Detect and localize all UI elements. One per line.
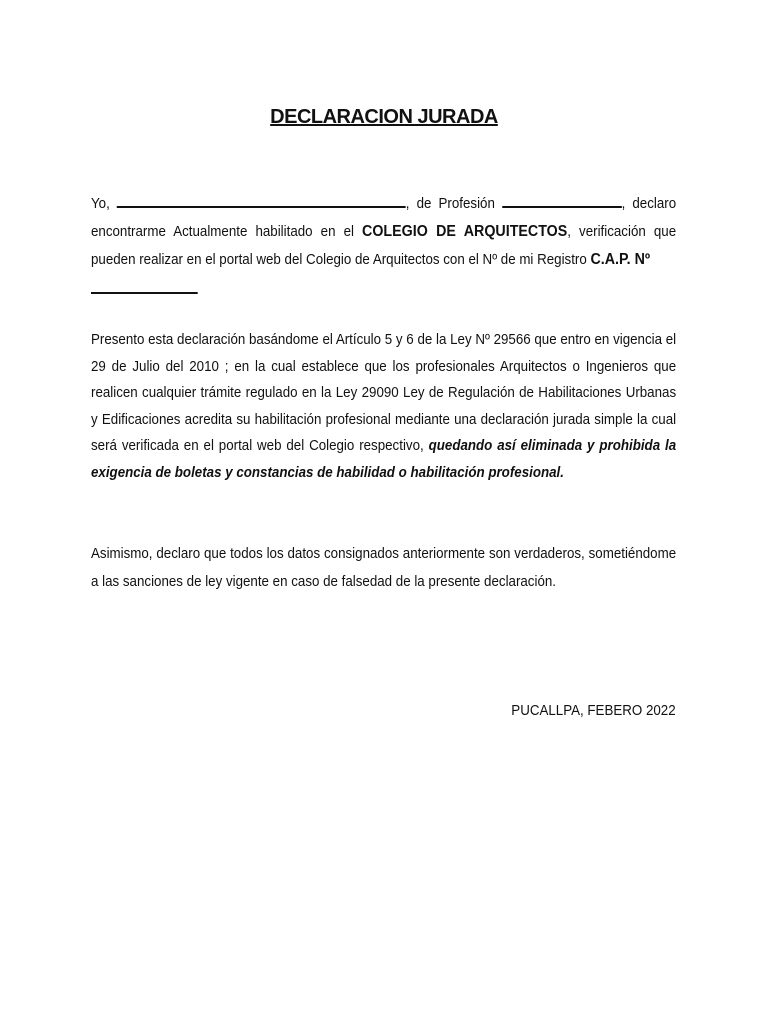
verification-text: , verificación que pueden realizar en el portal web del Colegio de Arquitectos con el Nº de mi Registro <box>91 224 677 268</box>
closing-paragraph: Asimismo, declaro que todos los datos consignados anteriormente son verdaderos, sometiéndome a las sanciones de ley vigente en caso de falsedad de la presente declaración. <box>91 546 677 590</box>
cap-blank-line <box>91 278 198 294</box>
colegio-name: COLEGIO DE ARQUITECTOS <box>362 223 568 240</box>
document-title: DECLARACION JURADA <box>270 106 498 128</box>
profession-blank-line <box>502 192 622 208</box>
declaration-paragraph <box>91 190 676 304</box>
place-date: PUCALLPA, FEBERO 2022 <box>511 703 676 719</box>
profession-label: , de Profesión <box>405 196 495 212</box>
declaro-text: , declaro encontrarme Actualmente habilitado en el <box>91 196 677 240</box>
yo-label: Yo, <box>91 196 110 212</box>
legal-emphasis-text: quedando así eliminada y prohibida la exigencia de boletas y constancias de habilidad o habilitación profesional. <box>91 438 677 481</box>
legal-basis-paragraph <box>91 327 676 486</box>
legal-basis-text: Presento esta declaración basándome el Artículo 5 y 6 de la Ley Nº 29566 que entro en vigencia el 29 de Julio del 2010 ; en la cual establece que los profesionales Arquitectos o Ingenieros que realicen cualquier trámite regulado en la Ley 29090 Ley de Regulación de Habilitaciones Urbanas y Edificaciones acredita su habilitación profesional mediante una declaración jurada simple la cual será verificada en el portal web del Colegio respectivo, <box>91 332 677 454</box>
cap-label: C.A.P. Nº <box>590 251 651 268</box>
name-blank-line <box>117 192 406 208</box>
